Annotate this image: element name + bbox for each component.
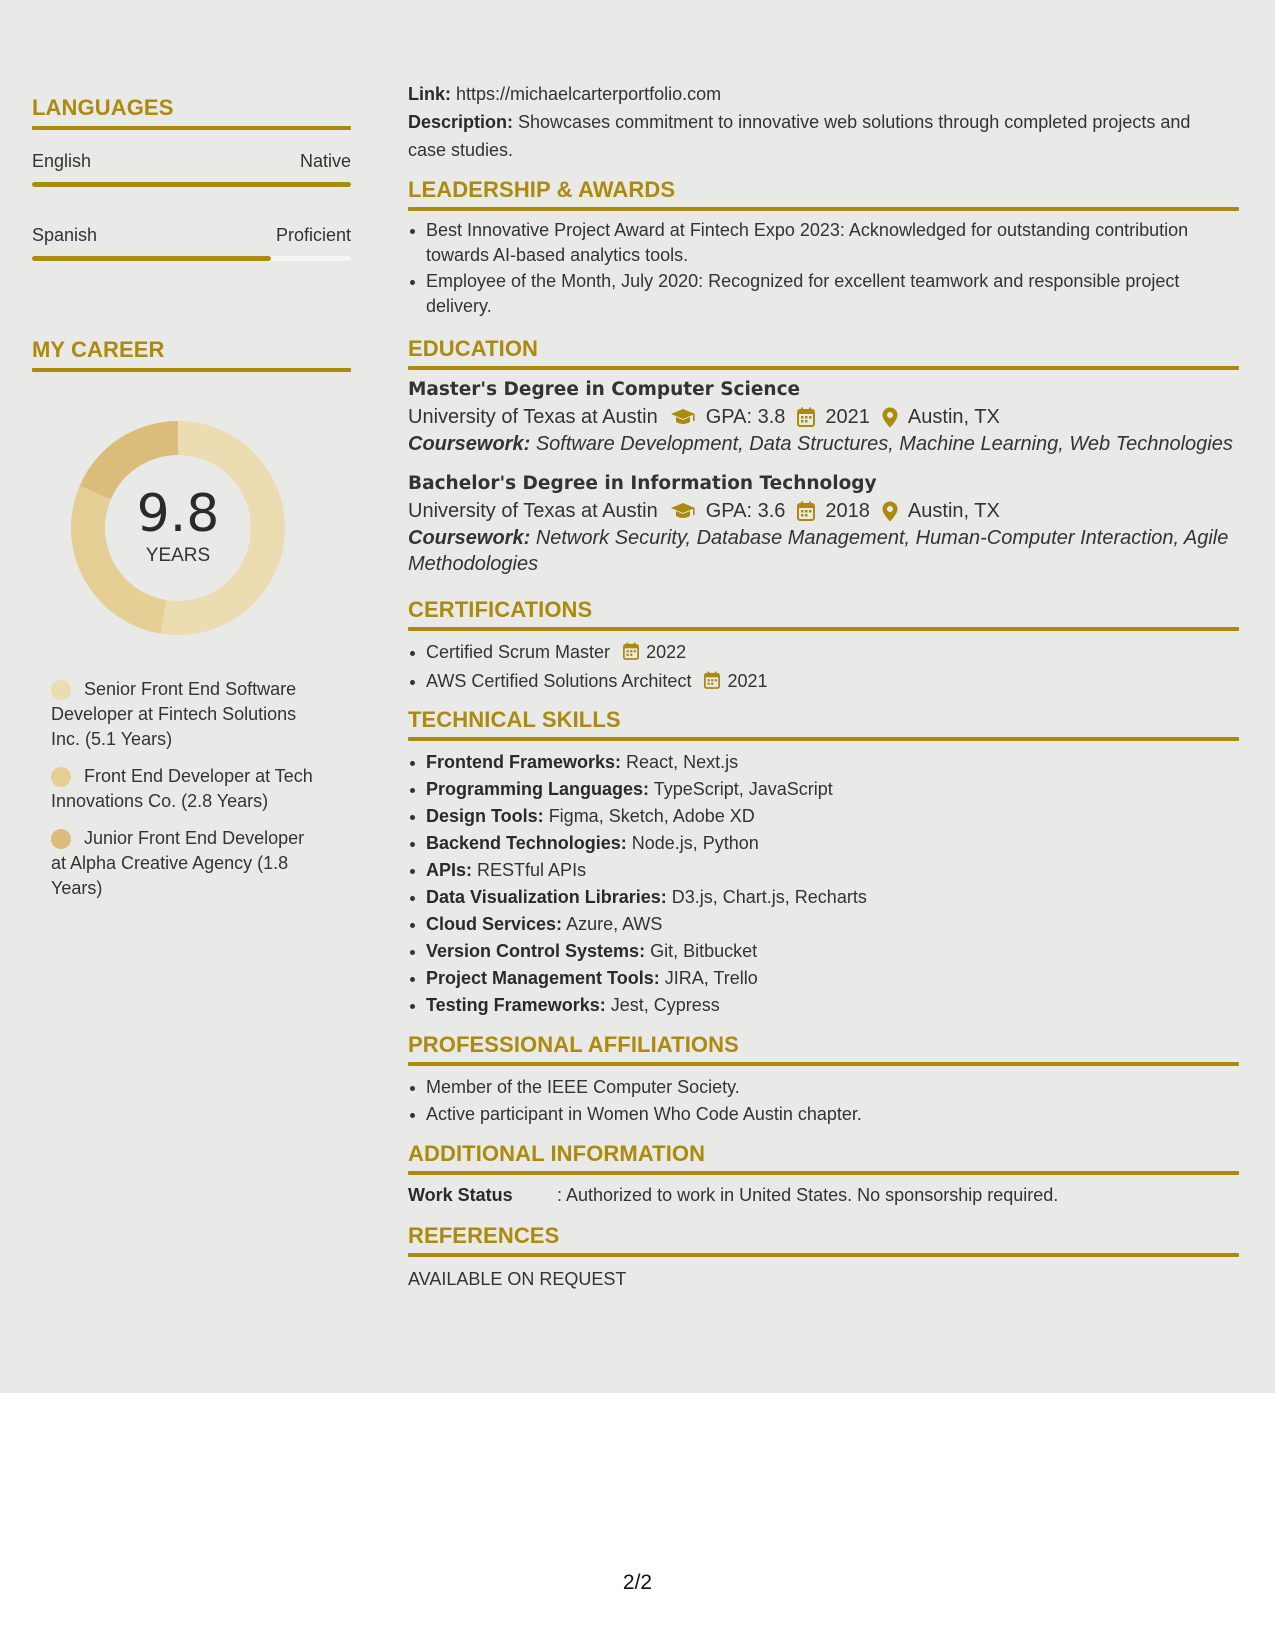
- skill-item: [408, 858, 1239, 883]
- graduation-cap-icon: [670, 502, 696, 520]
- skill-label: Version Control Systems:: [426, 941, 646, 961]
- legend-dot: [51, 680, 71, 700]
- portfolio-link: Link: https://michaelcarterportfolio.com: [408, 84, 722, 104]
- language-proficiency-fill: [32, 182, 351, 187]
- list-item: Employee of the Month, July 2020: Recognized for excellent teamwork and responsible project delivery.: [408, 269, 1239, 319]
- references-rule: [408, 1253, 1239, 1257]
- education-title: EDUCATION: [408, 336, 539, 361]
- language-level: Proficient: [275, 225, 351, 245]
- skills-list: [408, 750, 1239, 1018]
- affiliations-rule: [408, 1062, 1239, 1066]
- work-status-label: Work Status: [408, 1185, 513, 1205]
- skill-value: Git, Bitbucket: [650, 941, 758, 961]
- degree-title: Master's Degree in Computer Science: [408, 379, 801, 400]
- education-meta: University of Texas at Austin GPA: 3.6 2018 Austin, TX: [408, 500, 1000, 522]
- list-item: Best Innovative Project Award at Fintech Expo 2023: Acknowledged for outstanding contribution towards AI-based analytics tools.: [408, 218, 1239, 268]
- career-total: 9.8: [136, 484, 220, 544]
- skill-label: APIs:: [426, 860, 473, 880]
- career-legend: [32, 677, 351, 901]
- leadership-title: LEADERSHIP & AWARDS: [408, 177, 676, 202]
- additional-title: ADDITIONAL INFORMATION: [408, 1141, 706, 1166]
- skill-value: D3.js, Chart.js, Recharts: [671, 887, 867, 907]
- work-status-value: : Authorized to work in United States. No sponsorship required.: [557, 1185, 1059, 1205]
- calendar-icon: [797, 407, 815, 427]
- leadership-list: [408, 218, 1239, 319]
- career-legend-item: Front End Developer at Tech Innovations Co. (2.8 Years): [51, 766, 313, 811]
- legend-dot: [51, 767, 71, 787]
- education-item: [408, 377, 1239, 457]
- skill-value: TypeScript, JavaScript: [653, 779, 833, 799]
- language-level: Native: [299, 151, 351, 171]
- career-legend-item: Junior Front End Developer at Alpha Creative Agency (1.8 Years): [51, 828, 305, 898]
- language-proficiency-fill: [32, 256, 271, 261]
- skill-label: Testing Frameworks:: [426, 995, 606, 1015]
- skill-value: Figma, Sketch, Adobe XD: [548, 806, 755, 826]
- skill-item: [408, 804, 1239, 829]
- career-rule: [32, 368, 351, 372]
- skill-item: [408, 777, 1239, 802]
- skill-value: JIRA, Trello: [664, 968, 758, 988]
- location-pin-icon: [882, 501, 898, 522]
- language-proficiency-bar: [32, 182, 351, 187]
- career-title: MY CAREER: [32, 337, 165, 362]
- coursework: Coursework: Network Security, Database Management, Human-Computer Interaction, Agile Methodologies: [408, 527, 1229, 575]
- list-item: Member of the IEEE Computer Society.: [408, 1075, 1239, 1100]
- career-unit: YEARS: [145, 545, 211, 566]
- skill-value: Node.js, Python: [631, 833, 759, 853]
- portfolio-description: Description: Showcases commitment to innovative web solutions through completed projects and case studies.: [408, 112, 1191, 160]
- calendar-icon: [797, 501, 815, 521]
- career-legend-item: Senior Front End Software Developer at Fintech Solutions Inc. (5.1 Years): [51, 679, 297, 749]
- skill-label: Design Tools:: [426, 806, 544, 826]
- skills-rule: [408, 737, 1239, 741]
- certifications-list: [408, 640, 1239, 696]
- skill-label: Frontend Frameworks:: [426, 752, 622, 772]
- list-item: AWS Certified Solutions Architect 2021: [408, 669, 1239, 696]
- skill-label: Programming Languages:: [426, 779, 650, 799]
- languages-rule: [32, 126, 351, 130]
- skill-label: Backend Technologies:: [426, 833, 627, 853]
- skill-item: [408, 750, 1239, 775]
- skill-value: React, Next.js: [626, 752, 739, 772]
- skill-item: [408, 885, 1239, 910]
- legend-dot: [51, 829, 71, 849]
- skills-title: TECHNICAL SKILLS: [408, 707, 621, 732]
- skill-label: Project Management Tools:: [426, 968, 660, 988]
- language-item-english: [32, 151, 351, 187]
- calendar-icon: [623, 642, 639, 667]
- skill-label: Cloud Services:: [426, 914, 563, 934]
- skill-item: [408, 912, 1239, 937]
- affiliations-list: [408, 1075, 1239, 1127]
- languages-title: LANGUAGES: [32, 95, 174, 120]
- portfolio-url[interactable]: https://michaelcarterportfolio.com: [456, 84, 722, 104]
- education-item: [408, 471, 1239, 577]
- additional-rule: [408, 1171, 1239, 1175]
- degree-title: Bachelor's Degree in Information Technology: [408, 473, 877, 494]
- skill-item: [408, 939, 1239, 964]
- skill-value: Azure, AWS: [566, 914, 663, 934]
- graduation-cap-icon: [670, 408, 696, 426]
- education-meta: University of Texas at Austin GPA: 3.8 2021 Austin, TX: [408, 406, 1000, 428]
- calendar-icon: [704, 671, 720, 696]
- skill-item: [408, 966, 1239, 991]
- skill-item: [408, 993, 1239, 1018]
- leadership-rule: [408, 207, 1239, 211]
- references-text: AVAILABLE ON REQUEST: [408, 1269, 627, 1289]
- certifications-title: CERTIFICATIONS: [408, 597, 593, 622]
- language-proficiency-bar: [32, 256, 351, 261]
- certifications-rule: [408, 627, 1239, 631]
- references-title: REFERENCES: [408, 1223, 560, 1248]
- affiliations-title: PROFESSIONAL AFFILIATIONS: [408, 1032, 739, 1057]
- work-status: [408, 1183, 1239, 1208]
- skill-value: RESTful APIs: [477, 860, 587, 880]
- list-item: Active participant in Women Who Code Austin chapter.: [408, 1102, 1239, 1127]
- coursework: Coursework: Software Development, Data Structures, Machine Learning, Web Technologies: [408, 433, 1233, 455]
- skill-value: Jest, Cypress: [610, 995, 720, 1015]
- page-number: 2/2: [622, 1571, 653, 1594]
- skill-item: [408, 831, 1239, 856]
- right-column: [408, 80, 1239, 1292]
- language-name: Spanish: [32, 225, 98, 245]
- language-item-spanish: [32, 225, 351, 261]
- education-rule: [408, 366, 1239, 370]
- skill-label: Data Visualization Libraries:: [426, 887, 667, 907]
- language-name: English: [32, 151, 92, 171]
- location-pin-icon: [882, 407, 898, 428]
- list-item: Certified Scrum Master 2022: [408, 640, 1239, 667]
- left-column: [32, 95, 351, 913]
- career-donut-chart: [32, 412, 351, 644]
